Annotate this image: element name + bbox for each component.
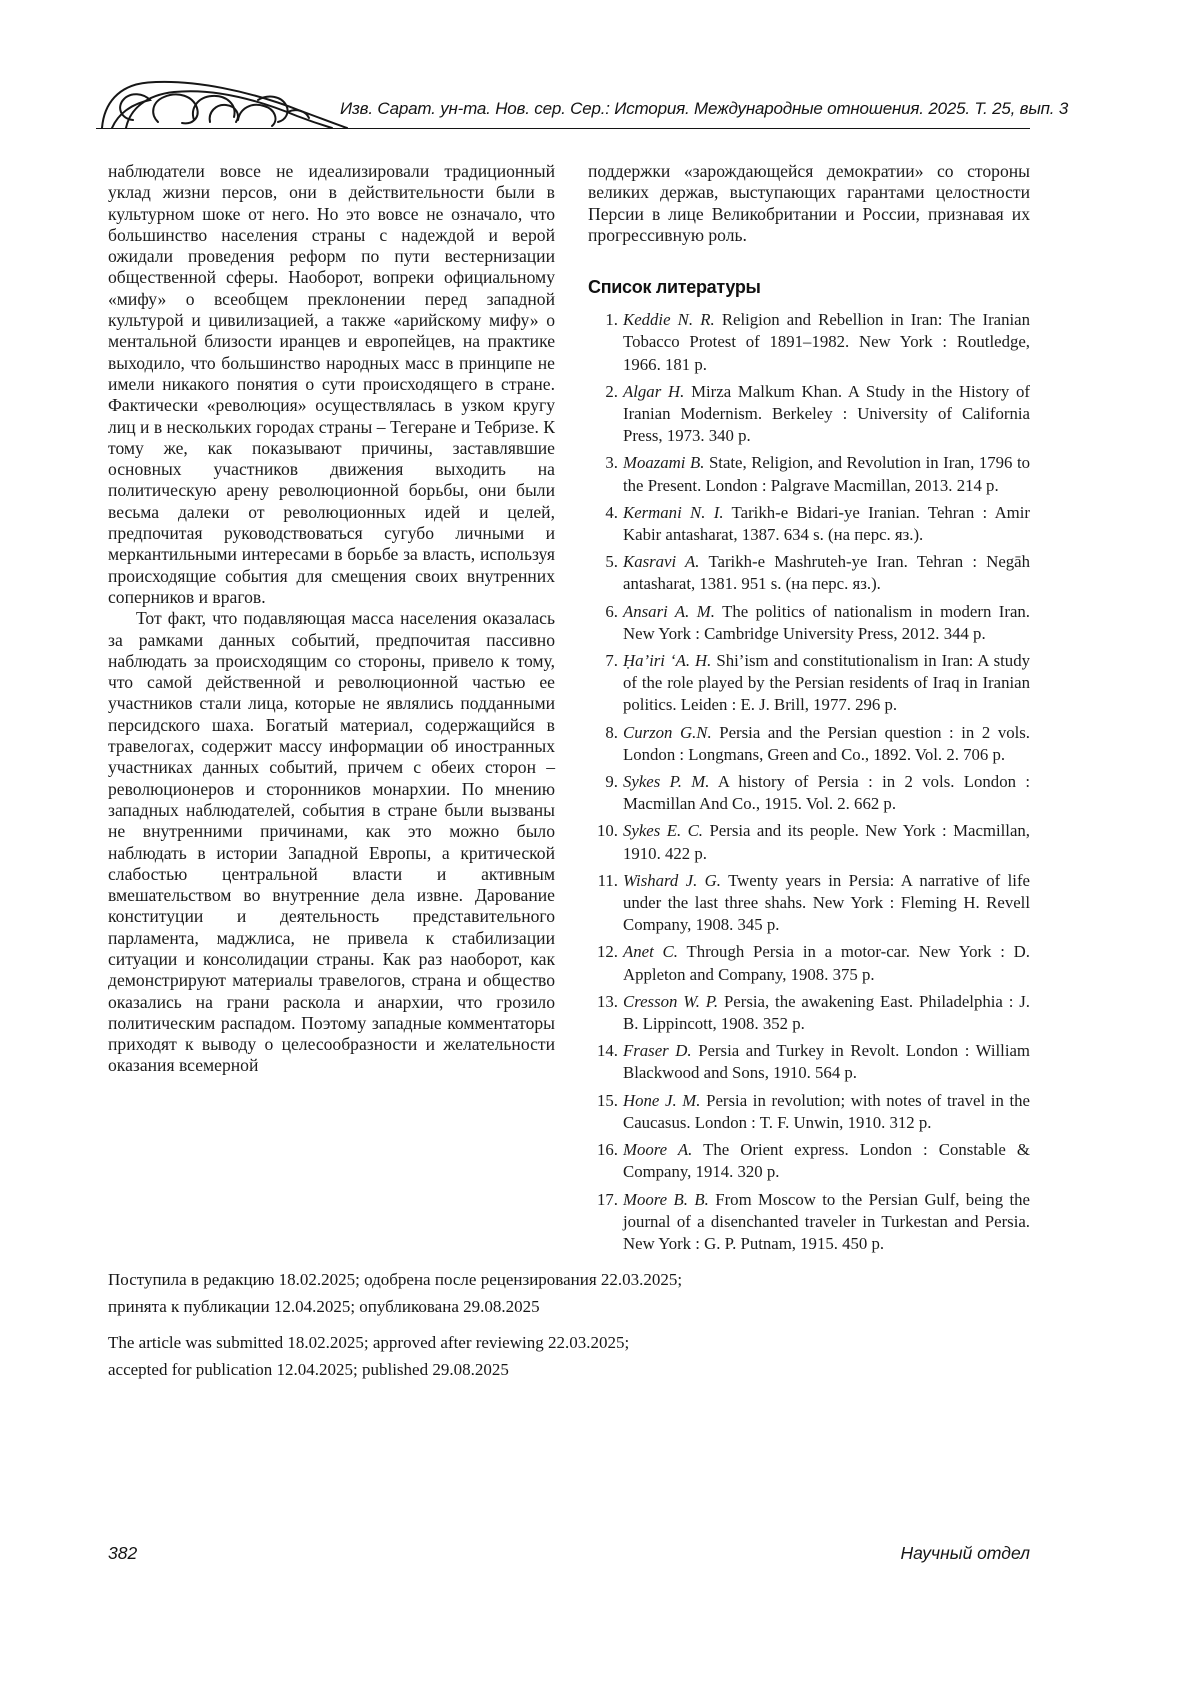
reference-authors: Kermani N. I. — [623, 502, 724, 522]
reference-authors: Anet C. — [623, 942, 678, 962]
reference-authors: Keddie N. R. — [623, 310, 715, 330]
reference-number: 17. — [597, 1189, 618, 1209]
reference-number: 12. — [597, 942, 618, 962]
reference-item — [588, 1189, 1030, 1256]
reference-number: 5. — [605, 552, 618, 572]
reference-text: Religion and Rebellion in Iran: The Iranian Tobacco Protest of 1891–1982. New York : Routledge, 1966. 181 p. — [623, 310, 1031, 374]
dates-ru-line2: принята к публикации 12.04.2025; опубликована 29.08.2025 — [108, 1297, 540, 1316]
reference-number: 3. — [605, 453, 618, 473]
reference-text: From Moscow to the Persian Gulf, being the journal of a disenchanted traveler in Turkestan and Persia. New York : G. P. Putnam, 1915. 450 p. — [623, 1189, 1031, 1253]
reference-text: Persia and Turkey in Revolt. London : William Blackwood and Sons, 1910. 564 p. — [623, 1041, 1030, 1083]
reference-text: A history of Persia : in 2 vols. London : Macmillan And Co., 1915. Vol. 2. 662 p. — [623, 772, 1030, 814]
reference-item — [588, 1040, 1030, 1084]
page-footer — [108, 1543, 1030, 1564]
reference-item — [588, 991, 1030, 1035]
dates-russian — [108, 1266, 768, 1320]
references-list — [588, 309, 1030, 1255]
reference-item — [588, 941, 1030, 985]
reference-item — [588, 820, 1030, 864]
dates-en-line2: accepted for publication 12.04.2025; published 29.08.2025 — [108, 1360, 509, 1379]
reference-number: 2. — [605, 381, 618, 401]
body-paragraph: наблюдатели вовсе не идеализировали традиционный уклад жизни персов, они в действительности были в культурном шоке от него. Но это вовсе не означало, что большинство населения страны с надеждой и верой ожидали проведения реформ по пути вестернизации общественной сферы. Наоборот, вопреки официальному «мифу» о всеобщем преклонении перед западной культурой и цивилизацией, а также «арийскому мифу» о ментальной близости иранцев и европейцев, на практике выходило, что большинство народных масс в принципе не имели никакого понятия о сути происходящего в стране. Фактически «революция» осуществлялась в узком кругу лиц и в нескольких городах страны – Тегеране и Тебризе. К тому же, как показывают причины, заставлявшие основных участников движения выходить на политическую арену революционной борьбы, они были весьма далеки от революционных идей и целей, предпочитая руководствоваться сугубо личными и меркантильными интересами в борьбе за власть, используя происходящие события для смещения своих внутренних соперников и врагов. — [108, 161, 556, 607]
reference-text: Twenty years in Persia: A narrative of life under the last three shahs. New York : Fleming H. Revell Company, 1908. 345 p. — [623, 870, 1030, 935]
reference-text: Persia and the Persian question : in 2 vols. London : Longmans, Green and Co., 1892. Vol. 2. 706 p. — [623, 722, 1030, 764]
reference-number: 11. — [597, 870, 618, 890]
reference-text: The Orient express. London : Constable & Company, 1914. 320 p. — [623, 1140, 1030, 1182]
reference-number: 8. — [605, 722, 618, 742]
dates-english — [108, 1329, 768, 1383]
reference-number: 15. — [597, 1090, 618, 1110]
reference-number: 14. — [597, 1041, 618, 1061]
journal-header-line: Изв. Сарат. ун-та. Нов. сер. Сер.: История. Международные отношения. 2025. Т. 25, вып. 3 — [340, 99, 1069, 118]
header-rule — [96, 128, 1030, 129]
dates-ru-line1: Поступила в редакцию 18.02.2025; одобрена после рецензирования 22.03.2025; — [108, 1270, 683, 1289]
reference-item — [588, 502, 1030, 546]
reference-item — [588, 381, 1030, 448]
reference-item — [588, 601, 1030, 645]
reference-text: State, Religion, and Revolution in Iran, 1796 to the Present. London : Palgrave Macmillan, 2013. 214 p. — [623, 453, 1030, 495]
references-heading: Список литературы — [588, 277, 761, 298]
art-nouveau-ornament-icon — [98, 78, 348, 130]
reference-text: Tarikh-e Mashruteh-ye Iran. Tehran : Negāh antasharat, 1381. 951 s. (на перс. яз.). — [623, 552, 1031, 594]
reference-text: Through Persia in a motor-car. New York : D. Appleton and Company, 1908. 375 p. — [623, 942, 1030, 984]
reference-text: Persia, the awakening East. Philadelphia : J. B. Lippincott, 1908. 352 p. — [623, 991, 1031, 1034]
reference-number: 9. — [605, 772, 618, 792]
reference-item — [588, 1139, 1030, 1183]
reference-item — [588, 309, 1030, 376]
section-label: Научный отдел — [900, 1543, 1030, 1563]
reference-number: 1. — [605, 310, 618, 330]
reference-item — [588, 722, 1030, 766]
reference-authors: Algar H. — [623, 381, 685, 401]
right-column — [588, 161, 1030, 1260]
reference-authors: Ḥa’iri ‘A. H. — [623, 651, 712, 671]
reference-authors: Fraser D. — [623, 1041, 692, 1061]
reference-item — [588, 551, 1030, 595]
reference-number: 4. — [605, 502, 618, 522]
reference-text: Mirza Malkum Khan. A Study in the History of Iranian Modernism. Berkeley : University of California Press, 1973. 340 p. — [623, 381, 1030, 446]
reference-authors: Hone J. M. — [623, 1090, 701, 1110]
reference-text: Tarikh-e Bidari-ye Iranian. Tehran : Amir Kabir antasharat, 1387. 634 s. (на перс. яз.). — [623, 502, 1030, 545]
reference-text: Persia and its people. New York : Macmillan, 1910. 422 p. — [623, 821, 1030, 863]
reference-text: The politics of nationalism in modern Iran. New York : Cambridge University Press, 2012. 344 p. — [623, 601, 1030, 643]
reference-number: 13. — [597, 991, 618, 1011]
left-column — [108, 161, 555, 1077]
reference-authors: Kasravi A. — [623, 552, 700, 572]
reference-item — [588, 452, 1030, 496]
reference-item — [588, 771, 1030, 815]
reference-authors: Sykes E. C. — [623, 821, 703, 841]
reference-item — [588, 1090, 1030, 1134]
reference-authors: Curzon G.N. — [623, 722, 712, 742]
reference-authors: Cresson W. P. — [623, 991, 719, 1011]
reference-authors: Sykes P. M. — [623, 772, 710, 792]
dates-en-line1: The article was submitted 18.02.2025; approved after reviewing 22.03.2025; — [108, 1333, 630, 1352]
reference-authors: Ansari A. M. — [623, 601, 715, 621]
reference-number: 7. — [605, 651, 618, 671]
reference-number: 10. — [597, 821, 618, 841]
body-paragraph: Тот факт, что подавляющая масса населения оказалась за рамками данных событий, предпочитая пассивно наблюдать за происходящим со стороны, привело к тому, что самой действенной и революционной частью ее участников стали лица, которые не являлись подданными персидского шаха. Богатый материал, содержащийся в травелогах, содержит массу информации об иностранных участниках данных событий, причем с обеих сторон – революционеров и сторонников монархии. По мнению западных наблюдателей, события в стране были вызваны не внутренними причинами, как это можно было наблюдать в истории Западной Европы, а критической слабостью центральной власти и активным вмешательством во внутренние дела извне. Дарование конституции и деятельность представительного парламента, маджлиса, не привела к стабилизации ситуации и консолидации страны. Как раз наоборот, как демонстрируют материалы травелогов, страна и общество оказались на грани раскола и анархии, что грозило политическим распадом. Поэтому западные комментаторы приходят к выводу о целесообразности и желательности оказания всемерной — [108, 608, 555, 1076]
body-paragraph: поддержки «зарождающейся демократии» со стороны великих держав, выступающих гарантами целостности Персии в лице Великобритании и России, признавая их прогрессивную роль. — [588, 161, 1030, 245]
reference-text: Shi’ism and constitutionalism in Iran: A study of the role played by the Persian residents of Iraq in Iranian politics. Leiden : E. J. Brill, 1977. 296 p. — [623, 651, 1030, 715]
reference-authors: Wishard J. G. — [623, 870, 721, 890]
page-number: 382 — [108, 1543, 138, 1563]
article-dates-block — [108, 1266, 768, 1392]
reference-text: Persia in revolution; with notes of travel in the Caucasus. London : T. F. Unwin, 1910. 312 p. — [623, 1090, 1030, 1132]
reference-number: 16. — [597, 1140, 618, 1160]
reference-number: 6. — [605, 601, 618, 621]
reference-item — [588, 650, 1030, 717]
reference-authors: Moore B. B. — [623, 1189, 709, 1209]
reference-authors: Moore A. — [623, 1140, 693, 1160]
reference-item — [588, 870, 1030, 937]
reference-authors: Moazami B. — [623, 453, 705, 473]
